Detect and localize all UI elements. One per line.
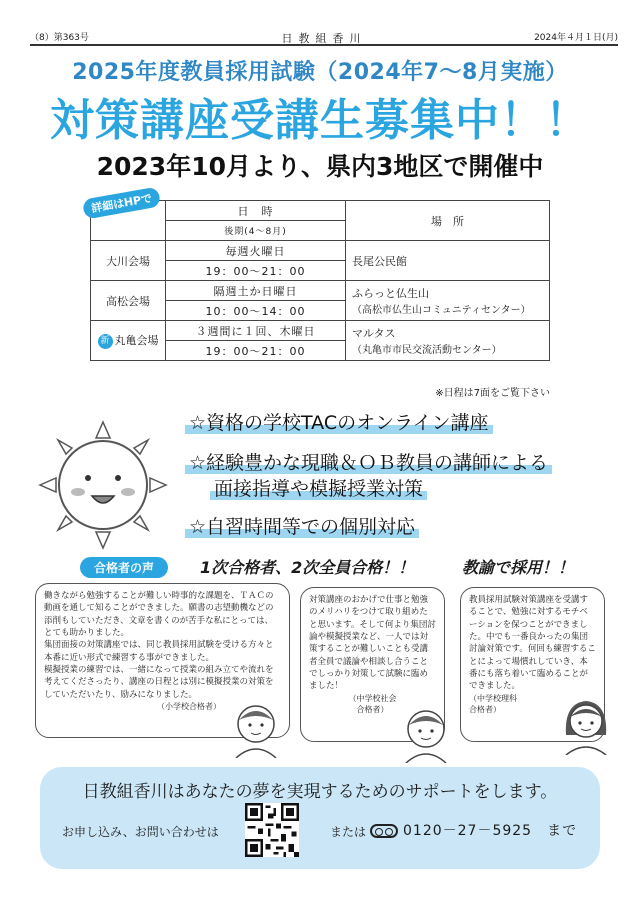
venue-place xyxy=(346,241,550,281)
venue-name-cell xyxy=(91,321,166,361)
banner-message: 日教組香川はあなたの夢を実現するためのサポートをします。 xyxy=(82,782,558,802)
venue-name: 丸亀会場 xyxy=(114,334,159,348)
venue-time: 19：00〜21：00 xyxy=(166,261,346,281)
new-badge: 新 xyxy=(98,334,113,349)
venue-time: 10：00〜14：00 xyxy=(166,301,346,321)
exam-title: 2025年度教員採用試験（2024年7〜8月実施） xyxy=(72,60,568,85)
venue-place xyxy=(346,281,550,321)
table-row xyxy=(91,281,550,301)
schedule-table xyxy=(90,200,550,361)
feature-instructors-cont: 面接指導や模擬授業対策 xyxy=(210,474,427,501)
paper-name: 日教組香川 xyxy=(281,32,367,45)
when-header: 日 時 xyxy=(166,201,346,221)
issue-number: （8）第363号 xyxy=(30,33,89,43)
testimonial-text: 対策講座のおかげで仕事と勉強のメリハリをつけて取り組めたと思います。そして何より集団討論や模擬授業など、一人では対策することが難しいことも受講者全員で議論や相談し合うことでしっかり対策して試験に臨めました！ xyxy=(309,595,436,692)
when-subheader: 後期(4～8月) xyxy=(166,221,346,241)
voices-headline-2: 教諭で採用！！ xyxy=(462,558,575,577)
phone-number[interactable]: 0120－27－5925 まで xyxy=(370,820,577,840)
testimonial-signature: （中学校理科 合格者） xyxy=(469,693,517,715)
place-name: 長尾公民館 xyxy=(352,254,407,268)
person-avatar-icon xyxy=(560,695,612,755)
contact-label: お申し込み、お問い合わせは xyxy=(62,825,219,839)
feature-self-study: ☆自習時間等での個別対応 xyxy=(185,512,419,539)
feature-tac: ☆資格の学校TACのオンライン講座 xyxy=(185,408,493,435)
venue-day: 隔週土か日曜日 xyxy=(166,281,346,301)
table-row xyxy=(91,321,550,341)
place-name: ふらっと仏生山 xyxy=(352,287,429,300)
voices-headline: 1次合格者、2次全員合格！！ xyxy=(200,558,415,577)
schedule-headline: 2023年10月より、県内3地区で開催中 xyxy=(96,152,544,181)
newspaper-header xyxy=(30,28,618,46)
hp-tag[interactable]: 詳細はHPで xyxy=(82,186,162,219)
voices-tag: 合格者の声 xyxy=(80,557,168,578)
or-label: または xyxy=(330,825,367,839)
testimonial-text: 働きながら勉強することが難しい時事的な課題を、ＴＡＣの動画を通して知ることができました。願書の志望動機などの添削もしていただき、文章を書くのが苦手な私にとっては、とても助かりました。 集団面接の対策講座では、同じ教員採用試験を受ける方々と本番に近い形式で練習する事ができました。 模擬授業の練習では、一緒になって授業の組み立てや流れを考えてくださったり、講座の日程とは別に模擬授業の対策をしていただいたり、励みになりました。 xyxy=(44,591,274,700)
place-subname: （高松市仏生山コミュニティセンター） xyxy=(352,305,531,316)
place-header: 場 所 xyxy=(346,201,550,241)
venue-day: ３週間に１回、木曜日 xyxy=(166,321,346,341)
venue-day: 毎週火曜日 xyxy=(166,241,346,261)
recruit-headline: 対策講座受講生募集中！！ xyxy=(50,95,590,146)
table-row xyxy=(91,241,550,261)
testimonial-signature: （中学校社会 合格者） xyxy=(348,693,397,715)
place-name: マルタス xyxy=(352,327,396,340)
issue-date: 2024年４月１日(月) xyxy=(534,33,618,43)
testimonial-text: 教員採用試験対策講座を受講することで、勉強に対するモチベーションを保つことができました。中でも一番良かったの集団討論対策です。何回も練習することによって場慣れしていき、本番にも落ち着いて臨めることができました。 xyxy=(469,595,596,692)
venue-name: 大川会場 xyxy=(91,241,166,281)
sun-mascot-icon xyxy=(38,420,168,550)
support-banner xyxy=(40,767,600,869)
place-subname: （丸亀市市民交流活動センター） xyxy=(352,345,502,356)
person-avatar-icon xyxy=(400,705,452,763)
venue-name: 高松会場 xyxy=(91,281,166,321)
testimonial-signature: （小学校合格者） xyxy=(157,701,221,711)
schedule-note: ※日程は7面をご覧下さい xyxy=(435,388,550,399)
qr-code-icon[interactable] xyxy=(245,803,299,857)
person-avatar-icon xyxy=(230,700,282,758)
free-dial-icon xyxy=(370,824,398,838)
venue-place xyxy=(346,321,550,361)
venue-time: 19：00〜21：00 xyxy=(166,341,346,361)
feature-instructors: ☆経験豊かな現職＆ＯＢ教員の講師による xyxy=(185,448,552,475)
